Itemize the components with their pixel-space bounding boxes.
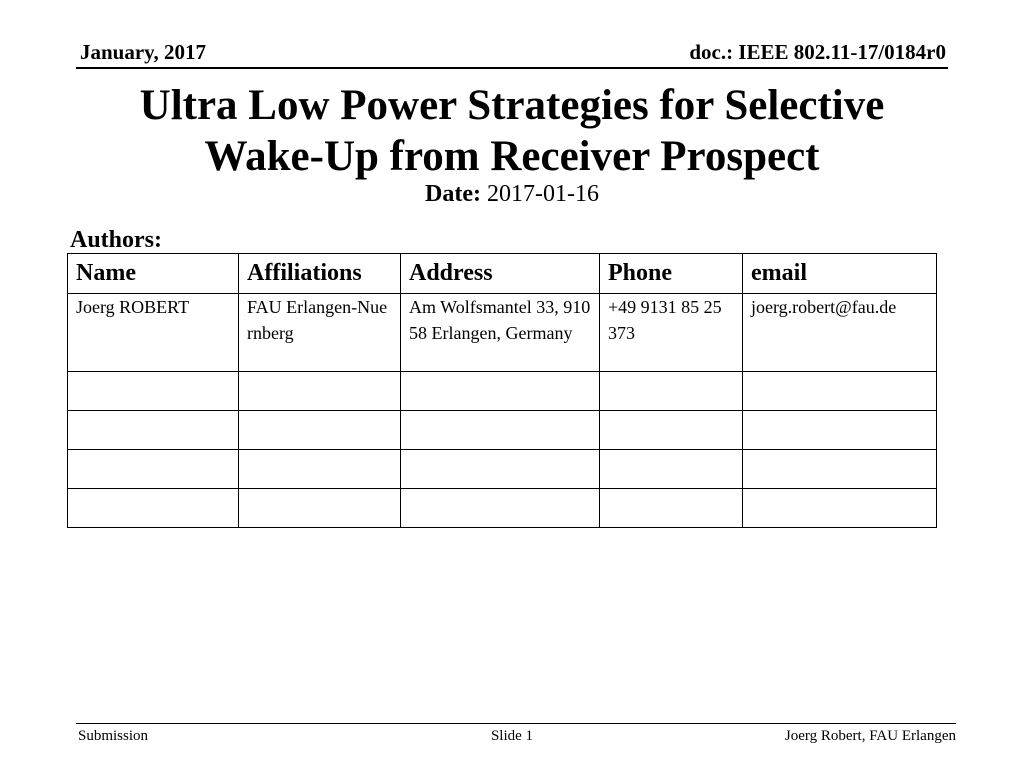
header-doc-number: doc.: IEEE 802.11-17/0184r0: [689, 40, 946, 64]
authors-label: Authors:: [70, 227, 163, 253]
author-affiliation-cell: [239, 450, 401, 489]
column-header-email: email: [743, 254, 937, 294]
author-phone-cell: [600, 489, 743, 528]
author-address-cell: [401, 372, 600, 411]
footer-author: Joerg Robert, FAU Erlangen: [784, 728, 956, 744]
slide-title-line-1: Ultra Low Power Strategies for Selective: [139, 82, 885, 129]
author-name-cell: Joerg ROBERT: [68, 294, 239, 372]
table-row: [68, 294, 937, 372]
slide-title-line-2: Wake-Up from Receiver Prospect: [204, 133, 820, 180]
table-header-row: [68, 254, 937, 294]
author-email-cell: [743, 450, 937, 489]
author-affiliation-cell: FAU Erlangen-Nuernberg: [239, 294, 401, 372]
footer-submission: Submission: [78, 728, 149, 744]
column-header-affiliations: Affiliations: [239, 254, 401, 294]
author-email-cell: joerg.robert@fau.de: [743, 294, 937, 372]
author-email-cell: [743, 411, 937, 450]
author-affiliation-cell: [239, 489, 401, 528]
author-name-cell: [68, 411, 239, 450]
authors-table: [67, 253, 937, 528]
author-phone-cell: [600, 411, 743, 450]
footer-slide-number: Slide 1: [490, 728, 534, 744]
author-address-cell: [401, 411, 600, 450]
author-phone-cell: [600, 450, 743, 489]
date-label: Date:: [425, 181, 481, 207]
footer-divider: [76, 723, 956, 724]
date-value: 2017-01-16: [486, 181, 599, 207]
header-date: January, 2017: [80, 40, 207, 64]
author-email-cell: [743, 489, 937, 528]
author-address-cell: Am Wolfsmantel 33, 91058 Erlangen, Germany: [401, 294, 600, 372]
slide-title: [0, 80, 1024, 182]
author-phone-cell: +49 9131 85 25 373: [600, 294, 743, 372]
table-row: [68, 489, 937, 528]
author-affiliation-cell: [239, 372, 401, 411]
table-row: [68, 372, 937, 411]
column-header-phone: Phone: [600, 254, 743, 294]
column-header-address: Address: [401, 254, 600, 294]
author-affiliation-cell: [239, 411, 401, 450]
header-divider: [76, 67, 948, 69]
author-email-cell: [743, 372, 937, 411]
author-name-cell: [68, 372, 239, 411]
author-name-cell: [68, 450, 239, 489]
author-address-cell: [401, 489, 600, 528]
author-name-cell: [68, 489, 239, 528]
date-line: [0, 181, 1024, 208]
table-row: [68, 450, 937, 489]
table-row: [68, 411, 937, 450]
column-header-name: Name: [68, 254, 239, 294]
author-phone-cell: [600, 372, 743, 411]
author-address-cell: [401, 450, 600, 489]
